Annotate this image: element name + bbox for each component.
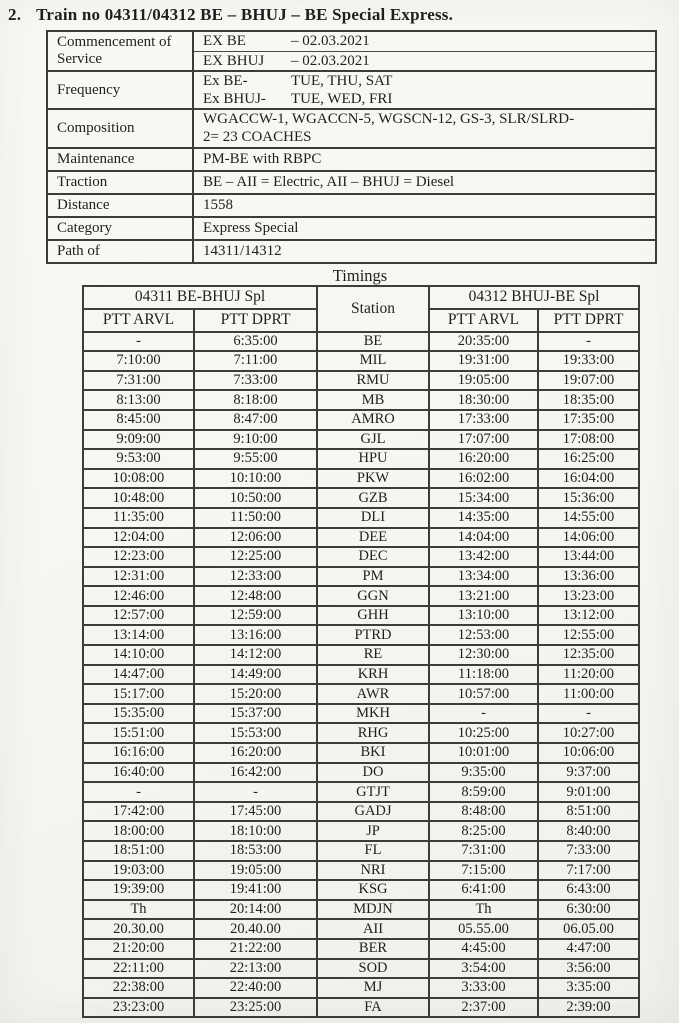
ptt-dprt-04312-cell: 10:27:00 — [538, 723, 639, 743]
ptt-arvl-04312-cell: 8:25:00 — [429, 821, 538, 841]
ptt-dprt-04312-cell: 18:35:00 — [538, 390, 639, 410]
ptt-arvl-04311-cell: 11:35:00 — [83, 508, 194, 528]
header-station: Station — [317, 286, 429, 332]
station-cell: GGN — [317, 586, 429, 606]
ptt-arvl-04312-cell: 17:07:00 — [429, 430, 538, 450]
ptt-dprt-04311-cell: 19:41:00 — [194, 880, 317, 900]
header-train-04312: 04312 BHUJ-BE Spl — [429, 286, 639, 309]
details-row — [47, 240, 656, 263]
detail-value-text: TUE, THU, SAT — [291, 73, 393, 90]
station-cell: DLI — [317, 508, 429, 528]
station-cell: DEC — [317, 547, 429, 567]
timings-row — [83, 880, 639, 900]
ptt-arvl-04312-cell: 16:20:00 — [429, 449, 538, 469]
ptt-arvl-04311-cell: 20.30.00 — [83, 919, 194, 939]
timings-row — [83, 547, 639, 567]
ptt-arvl-04312-cell: 20:35:00 — [429, 332, 538, 352]
timings-row — [83, 410, 639, 430]
ptt-arvl-04312-cell: - — [429, 704, 538, 724]
ptt-dprt-04312-cell: 19:07:00 — [538, 371, 639, 391]
timings-row — [83, 645, 639, 665]
timings-row — [83, 959, 639, 979]
ptt-arvl-04312-cell: 19:05:00 — [429, 371, 538, 391]
ptt-arvl-04312-cell: 10:25:00 — [429, 723, 538, 743]
detail-value-text: BE – AII = Electric, AII – BHUJ = Diesel — [203, 173, 455, 190]
timings-heading: Timings — [332, 265, 388, 285]
detail-value-line — [194, 242, 655, 261]
station-cell: KSG — [317, 880, 429, 900]
ptt-arvl-04312-cell: 13:10:00 — [429, 606, 538, 626]
station-cell: BER — [317, 939, 429, 959]
ptt-dprt-04311-cell: 10:50:00 — [194, 488, 317, 508]
ptt-arvl-04311-cell: 21:20:00 — [83, 939, 194, 959]
ptt-dprt-04312-cell: 14:06:00 — [538, 528, 639, 548]
ptt-dprt-04311-cell: 14:12:00 — [194, 645, 317, 665]
ptt-dprt-04311-cell: 18:10:00 — [194, 821, 317, 841]
ptt-dprt-04312-cell: 3:35:00 — [538, 978, 639, 998]
ptt-dprt-04311-cell: 21:22:00 — [194, 939, 317, 959]
ptt-dprt-04311-cell: 10:10:00 — [194, 469, 317, 489]
station-cell: MJ — [317, 978, 429, 998]
ptt-arvl-04312-cell: 4:45:00 — [429, 939, 538, 959]
ptt-dprt-04312-cell: 7:33:00 — [538, 841, 639, 861]
ptt-arvl-04311-cell: 7:31:00 — [83, 371, 194, 391]
ptt-arvl-04312-cell: 7:15:00 — [429, 861, 538, 881]
detail-label: Frequency — [47, 71, 193, 109]
ptt-dprt-04311-cell: 22:13:00 — [194, 959, 317, 979]
detail-value-text: – 02.03.2021 — [291, 52, 370, 69]
detail-value — [193, 31, 656, 71]
timings-row — [83, 606, 639, 626]
station-cell: AII — [317, 919, 429, 939]
ptt-dprt-04312-cell: 13:12:00 — [538, 606, 639, 626]
ptt-arvl-04312-cell: 6:41:00 — [429, 880, 538, 900]
ptt-arvl-04311-cell: 10:08:00 — [83, 469, 194, 489]
ptt-dprt-04311-cell: 8:47:00 — [194, 410, 317, 430]
detail-value-line — [194, 219, 655, 238]
ptt-arvl-04311-cell: 10:48:00 — [83, 488, 194, 508]
detail-value-key: Ex BHUJ- — [203, 90, 266, 107]
ptt-arvl-04312-cell: 8:59:00 — [429, 782, 538, 802]
ptt-dprt-04311-cell: 9:55:00 — [194, 449, 317, 469]
details-row — [47, 194, 656, 217]
ptt-arvl-04311-cell: Th — [83, 900, 194, 920]
ptt-arvl-04312-cell: 15:34:00 — [429, 488, 538, 508]
station-cell: HPU — [317, 449, 429, 469]
ptt-arvl-04311-cell: 12:23:00 — [83, 547, 194, 567]
timings-row — [83, 332, 639, 352]
page-title: Train no 04311/04312 BE – BHUJ – BE Special Express. — [36, 5, 454, 24]
ptt-arvl-04311-cell: 23:23:00 — [83, 998, 194, 1018]
ptt-dprt-04312-cell: 10:06:00 — [538, 743, 639, 763]
timings-row — [83, 684, 639, 704]
ptt-arvl-04311-cell: 12:31:00 — [83, 567, 194, 587]
ptt-dprt-04311-cell: 14:49:00 — [194, 665, 317, 685]
ptt-arvl-04311-cell: 19:39:00 — [83, 880, 194, 900]
timings-header-row-trains — [83, 286, 639, 309]
detail-label: Path of — [47, 240, 193, 263]
timings-row — [83, 900, 639, 920]
station-cell: JP — [317, 821, 429, 841]
ptt-dprt-04311-cell: 22:40:00 — [194, 978, 317, 998]
ptt-dprt-04312-cell: 8:40:00 — [538, 821, 639, 841]
station-cell: DEE — [317, 528, 429, 548]
timings-row — [83, 625, 639, 645]
timings-row — [83, 763, 639, 783]
detail-value-line — [194, 129, 655, 147]
ptt-arvl-04311-cell: 17:42:00 — [83, 802, 194, 822]
ptt-arvl-04311-cell: - — [83, 332, 194, 352]
ptt-dprt-04312-cell: 6:43:00 — [538, 880, 639, 900]
timings-row — [83, 665, 639, 685]
ptt-dprt-04312-cell: - — [538, 704, 639, 724]
detail-label: Traction — [47, 171, 193, 194]
ptt-arvl-04311-cell: 22:11:00 — [83, 959, 194, 979]
detail-value-key: EX BHUJ — [203, 52, 265, 69]
timings-row — [83, 469, 639, 489]
station-cell: AMRO — [317, 410, 429, 430]
ptt-dprt-04312-cell: 19:33:00 — [538, 351, 639, 371]
ptt-dprt-04311-cell: 12:59:00 — [194, 606, 317, 626]
detail-label: Commencement of Service — [47, 31, 193, 71]
ptt-arvl-04312-cell: Th — [429, 900, 538, 920]
details-row — [47, 148, 656, 171]
ptt-dprt-04311-cell: 8:18:00 — [194, 390, 317, 410]
ptt-dprt-04311-cell: 11:50:00 — [194, 508, 317, 528]
ptt-dprt-04312-cell: 17:08:00 — [538, 430, 639, 450]
ptt-dprt-04311-cell: 12:25:00 — [194, 547, 317, 567]
ptt-dprt-04312-cell: 8:51:00 — [538, 802, 639, 822]
details-row — [47, 171, 656, 194]
timings-row — [83, 939, 639, 959]
ptt-arvl-04312-cell: 10:57:00 — [429, 684, 538, 704]
detail-value-line — [194, 32, 655, 52]
ptt-dprt-04312-cell: 13:23:00 — [538, 586, 639, 606]
details-row — [47, 71, 656, 109]
ptt-dprt-04311-cell: 12:33:00 — [194, 567, 317, 587]
detail-value-text: 14311/14312 — [203, 242, 282, 259]
ptt-dprt-04312-cell: 6:30:00 — [538, 900, 639, 920]
detail-value-text: – 02.03.2021 — [291, 33, 370, 49]
ptt-dprt-04312-cell: 16:04:00 — [538, 469, 639, 489]
timings-row — [83, 371, 639, 391]
detail-value — [193, 171, 656, 194]
station-cell: KRH — [317, 665, 429, 685]
ptt-dprt-04312-cell: 14:55:00 — [538, 508, 639, 528]
station-cell: RMU — [317, 371, 429, 391]
ptt-arvl-04311-cell: - — [83, 782, 194, 802]
ptt-arvl-04312-cell: 16:02:00 — [429, 469, 538, 489]
ptt-arvl-04311-cell: 16:16:00 — [83, 743, 194, 763]
station-cell: DO — [317, 763, 429, 783]
timings-table — [82, 285, 640, 1019]
detail-value-line — [194, 150, 655, 169]
header-ptt-arvl-04311: PTT ARVL — [83, 309, 194, 332]
station-cell: MB — [317, 390, 429, 410]
ptt-dprt-04311-cell: 20:14:00 — [194, 900, 317, 920]
detail-value — [193, 194, 656, 217]
detail-label: Maintenance — [47, 148, 193, 171]
ptt-dprt-04311-cell: 15:37:00 — [194, 704, 317, 724]
station-cell: AWR — [317, 684, 429, 704]
ptt-arvl-04312-cell: 9:35:00 — [429, 763, 538, 783]
timings-row — [83, 861, 639, 881]
details-table — [46, 30, 657, 264]
detail-value-line — [194, 173, 655, 192]
detail-value — [193, 148, 656, 171]
timings-row — [83, 390, 639, 410]
timings-row — [83, 488, 639, 508]
ptt-arvl-04312-cell: 11:18:00 — [429, 665, 538, 685]
ptt-arvl-04311-cell: 18:00:00 — [83, 821, 194, 841]
ptt-dprt-04311-cell: 13:16:00 — [194, 625, 317, 645]
detail-value-text: PM-BE with RBPC — [203, 150, 322, 167]
timings-row — [83, 430, 639, 450]
ptt-arvl-04312-cell: 13:34:00 — [429, 567, 538, 587]
ptt-arvl-04312-cell: 12:53:00 — [429, 625, 538, 645]
ptt-dprt-04312-cell: 11:00:00 — [538, 684, 639, 704]
timings-row — [83, 528, 639, 548]
ptt-dprt-04312-cell: 12:35:00 — [538, 645, 639, 665]
ptt-dprt-04312-cell: 15:36:00 — [538, 488, 639, 508]
item-number: 2. — [8, 5, 22, 24]
station-cell: GADJ — [317, 802, 429, 822]
timings-row — [83, 782, 639, 802]
ptt-dprt-04311-cell: 7:33:00 — [194, 371, 317, 391]
ptt-dprt-04311-cell: 12:06:00 — [194, 528, 317, 548]
ptt-dprt-04312-cell: 9:37:00 — [538, 763, 639, 783]
ptt-dprt-04311-cell: 20.40.00 — [194, 919, 317, 939]
timings-row — [83, 586, 639, 606]
station-cell: SOD — [317, 959, 429, 979]
detail-value-text: TUE, WED, FRI — [291, 90, 393, 107]
header-ptt-dprt-04312: PTT DPRT — [538, 309, 639, 332]
ptt-dprt-04311-cell: 12:48:00 — [194, 586, 317, 606]
ptt-arvl-04312-cell: 05.55.00 — [429, 919, 538, 939]
ptt-arvl-04312-cell: 12:30:00 — [429, 645, 538, 665]
header-ptt-dprt-04311: PTT DPRT — [194, 309, 317, 332]
detail-label: Distance — [47, 194, 193, 217]
ptt-arvl-04311-cell: 8:13:00 — [83, 390, 194, 410]
station-cell: PM — [317, 567, 429, 587]
ptt-dprt-04312-cell: 9:01:00 — [538, 782, 639, 802]
ptt-arvl-04311-cell: 13:14:00 — [83, 625, 194, 645]
ptt-arvl-04311-cell: 16:40:00 — [83, 763, 194, 783]
timings-row — [83, 704, 639, 724]
details-table-body — [47, 31, 656, 263]
ptt-dprt-04311-cell: 15:20:00 — [194, 684, 317, 704]
detail-value-text: WGACCW-1, WGACCN-5, WGSCN-12, GS-3, SLR/SLRD- — [203, 111, 575, 128]
ptt-dprt-04311-cell: 17:45:00 — [194, 802, 317, 822]
ptt-arvl-04312-cell: 8:48:00 — [429, 802, 538, 822]
detail-value-text: 2= 23 COACHES — [203, 128, 312, 145]
ptt-arvl-04311-cell: 12:46:00 — [83, 586, 194, 606]
station-cell: NRI — [317, 861, 429, 881]
ptt-arvl-04311-cell: 15:17:00 — [83, 684, 194, 704]
details-row — [47, 31, 656, 71]
station-cell: PTRD — [317, 625, 429, 645]
detail-label: Composition — [47, 109, 193, 147]
timings-table-body — [83, 332, 639, 1018]
timings-row — [83, 919, 639, 939]
ptt-arvl-04311-cell: 9:09:00 — [83, 430, 194, 450]
detail-value-text: 1558 — [203, 196, 233, 213]
ptt-dprt-04312-cell: 11:20:00 — [538, 665, 639, 685]
ptt-arvl-04311-cell: 22:38:00 — [83, 978, 194, 998]
station-cell: BKI — [317, 743, 429, 763]
detail-value-line — [194, 72, 655, 91]
ptt-arvl-04312-cell: 3:54:00 — [429, 959, 538, 979]
ptt-arvl-04311-cell: 7:10:00 — [83, 351, 194, 371]
detail-value-line — [194, 110, 655, 129]
ptt-arvl-04312-cell: 7:31:00 — [429, 841, 538, 861]
ptt-dprt-04312-cell: 4:47:00 — [538, 939, 639, 959]
station-cell: MKH — [317, 704, 429, 724]
document-title-line — [0, 0, 679, 25]
detail-value — [193, 217, 656, 240]
detail-value — [193, 71, 656, 109]
ptt-arvl-04312-cell: 14:35:00 — [429, 508, 538, 528]
ptt-dprt-04312-cell: 13:36:00 — [538, 567, 639, 587]
ptt-dprt-04312-cell: - — [538, 332, 639, 352]
ptt-dprt-04312-cell: 13:44:00 — [538, 547, 639, 567]
ptt-dprt-04311-cell: 18:53:00 — [194, 841, 317, 861]
detail-value-key: EX BE — [203, 33, 246, 49]
station-cell: FL — [317, 841, 429, 861]
ptt-arvl-04312-cell: 3:33:00 — [429, 978, 538, 998]
ptt-arvl-04312-cell: 13:21:00 — [429, 586, 538, 606]
station-cell: RHG — [317, 723, 429, 743]
station-cell: GTJT — [317, 782, 429, 802]
ptt-arvl-04312-cell: 10:01:00 — [429, 743, 538, 763]
ptt-arvl-04311-cell: 9:53:00 — [83, 449, 194, 469]
ptt-arvl-04312-cell: 2:37:00 — [429, 998, 538, 1018]
ptt-dprt-04311-cell: 19:05:00 — [194, 861, 317, 881]
timings-row — [83, 449, 639, 469]
ptt-dprt-04311-cell: 16:42:00 — [194, 763, 317, 783]
timings-row — [83, 723, 639, 743]
detail-value-key: Ex BE- — [203, 73, 248, 90]
station-cell: RE — [317, 645, 429, 665]
timings-row — [83, 802, 639, 822]
ptt-dprt-04312-cell: 7:17:00 — [538, 861, 639, 881]
ptt-dprt-04311-cell: 23:25:00 — [194, 998, 317, 1018]
station-cell: GHH — [317, 606, 429, 626]
station-cell: FA — [317, 998, 429, 1018]
detail-value-line — [194, 91, 655, 109]
ptt-dprt-04311-cell: 9:10:00 — [194, 430, 317, 450]
timings-row — [83, 978, 639, 998]
ptt-dprt-04311-cell: 16:20:00 — [194, 743, 317, 763]
ptt-dprt-04312-cell: 2:39:00 — [538, 998, 639, 1018]
station-cell: BE — [317, 332, 429, 352]
ptt-arvl-04312-cell: 19:31:00 — [429, 351, 538, 371]
ptt-arvl-04311-cell: 19:03:00 — [83, 861, 194, 881]
timings-row — [83, 821, 639, 841]
ptt-dprt-04311-cell: 7:11:00 — [194, 351, 317, 371]
ptt-arvl-04311-cell: 12:04:00 — [83, 528, 194, 548]
header-ptt-arvl-04312: PTT ARVL — [429, 309, 538, 332]
detail-value — [193, 240, 656, 263]
station-cell: GJL — [317, 430, 429, 450]
header-train-04311: 04311 BE-BHUJ Spl — [83, 286, 317, 309]
ptt-dprt-04312-cell: 12:55:00 — [538, 625, 639, 645]
ptt-dprt-04311-cell: 15:53:00 — [194, 723, 317, 743]
ptt-arvl-04311-cell: 18:51:00 — [83, 841, 194, 861]
timings-row — [83, 743, 639, 763]
details-row — [47, 217, 656, 240]
ptt-arvl-04311-cell: 8:45:00 — [83, 410, 194, 430]
timings-row — [83, 841, 639, 861]
station-cell: MDJN — [317, 900, 429, 920]
ptt-dprt-04312-cell: 16:25:00 — [538, 449, 639, 469]
detail-value-line — [194, 52, 655, 71]
timings-row — [83, 351, 639, 371]
station-cell: GZB — [317, 488, 429, 508]
ptt-arvl-04312-cell: 14:04:00 — [429, 528, 538, 548]
ptt-arvl-04311-cell: 14:47:00 — [83, 665, 194, 685]
detail-value-text: Express Special — [203, 219, 299, 236]
timings-row — [83, 998, 639, 1018]
ptt-arvl-04311-cell: 15:35:00 — [83, 704, 194, 724]
ptt-arvl-04312-cell: 13:42:00 — [429, 547, 538, 567]
ptt-dprt-04312-cell: 06.05.00 — [538, 919, 639, 939]
timings-row — [83, 567, 639, 587]
detail-value — [193, 109, 656, 147]
ptt-arvl-04311-cell: 14:10:00 — [83, 645, 194, 665]
ptt-arvl-04312-cell: 17:33:00 — [429, 410, 538, 430]
detail-label: Category — [47, 217, 193, 240]
ptt-dprt-04312-cell: 17:35:00 — [538, 410, 639, 430]
ptt-arvl-04311-cell: 15:51:00 — [83, 723, 194, 743]
detail-value-line — [194, 196, 655, 215]
ptt-arvl-04311-cell: 12:57:00 — [83, 606, 194, 626]
ptt-arvl-04312-cell: 18:30:00 — [429, 390, 538, 410]
ptt-dprt-04311-cell: 6:35:00 — [194, 332, 317, 352]
details-row — [47, 109, 656, 147]
station-cell: PKW — [317, 469, 429, 489]
timings-row — [83, 508, 639, 528]
station-cell: MIL — [317, 351, 429, 371]
ptt-dprt-04312-cell: 3:56:00 — [538, 959, 639, 979]
ptt-dprt-04311-cell: - — [194, 782, 317, 802]
